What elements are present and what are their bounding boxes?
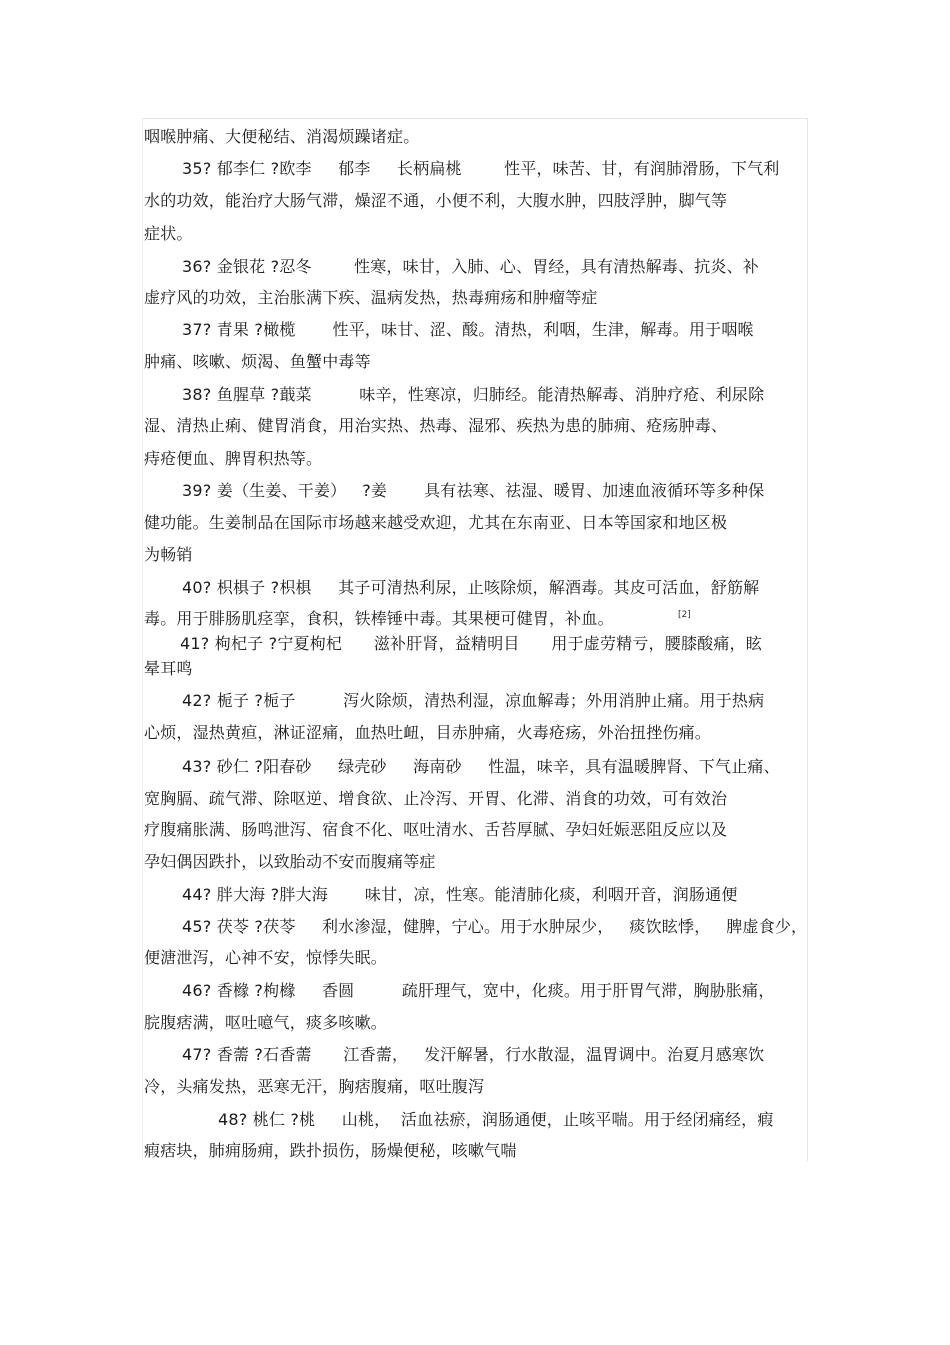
text-line: 症状。	[144, 224, 193, 243]
text-line: 水的功效，能治疗大肠气滞，燥涩不通，小便不利，大腹水肿，四肢浮肿，脚气等	[144, 191, 728, 210]
text-line: 肿痛、咳嗽、烦渴、鱼蟹中毒等	[144, 352, 371, 371]
text-line: 瘕痞块，肺痈肠痈，跌扑损伤，肠燥便秘，咳嗽气喘	[144, 1141, 517, 1160]
text-line: 毒。用于腓肠肌痉挛，食积，铁棒锤中毒。其果梗可健胃，补血。	[144, 609, 614, 628]
text-line: 脘腹痞满，呕吐噫气，痰多咳嗽。	[144, 1013, 388, 1032]
entry-35-heading-line: 35? 郁李仁 ?欧李 郁李 长柄扁桃 性平，味苦、甘，有润肺滑肠，下气利	[182, 159, 780, 178]
entry-37-heading-line: 37? 青果 ?橄榄 性平，味甘、涩、酸。清热，利咽，生津，解毒。用于咽喉	[182, 320, 754, 339]
text-line: 便溏泄泻，心神不安，惊悸失眠。	[144, 948, 388, 967]
text-line: 宽胸膈、疏气滞、除呕逆、增食欲、止冷泻、开胃、化滞、消食的功效，可有效治	[144, 789, 728, 808]
text-line: 心烦，湿热黄疸，淋证涩痛，血热吐衄，目赤肿痛，火毒疮疡，外治扭挫伤痛。	[144, 723, 712, 742]
text-line: 咽喉肿痛、大便秘结、消渴烦躁诸症。	[144, 127, 420, 146]
entry-44-heading-line: 44? 胖大海 ?胖大海 味甘，凉，性寒。能清肺化痰，利咽开音，润肠通便	[182, 885, 738, 904]
text-line: 痔疮便血、脾胃积热等。	[144, 449, 323, 468]
entry-39-heading-line: 39? 姜（生姜、干姜） ?姜 具有祛寒、祛湿、暖胃、加速血液循环等多种保	[182, 481, 765, 500]
text-line: 疗腹痛胀满、肠鸣泄泻、宿食不化、呕吐清水、舌苔厚腻、孕妇妊娠恶阻反应以及	[144, 820, 728, 839]
entry-46-heading-line: 46? 香橼 ?枸橼 香圆 疏肝理气，宽中，化痰。用于肝胃气滞，胸胁胀痛，	[182, 981, 775, 1000]
text-line: 健功能。生姜制品在国际市场越来越受欢迎，尤其在东南亚、日本等国家和地区极	[144, 513, 728, 532]
entry-45-heading-line: 45? 茯苓 ?茯苓 利水渗湿，健脾，宁心。用于水肿尿少， 痰饮眩悸， 脾虚食少，	[182, 917, 808, 936]
entry-43-heading-line: 43? 砂仁 ?阳春砂 绿壳砂 海南砂 性温，味辛，具有温暖脾肾、下气止痛、	[182, 757, 780, 776]
text-line: 冷，头痛发热，恶寒无汗，胸痞腹痛，呕吐腹泻	[144, 1077, 485, 1096]
entry-38-heading-line: 38? 鱼腥草 ?蕺菜 味辛，性寒凉，归肺经。能清热解毒、消肿疗疮、利尿除	[182, 385, 765, 404]
text-line: 湿、清热止痢、健胃消食，用治实热、热毒、湿邪、疾热为患的肺痈、疮疡肿毒、	[144, 416, 728, 435]
entry-40-heading-line: 40? 枳椇子 ?枳椇 其子可清热利尿，止咳除烦，解酒毒。其皮可活血，舒筋解	[182, 578, 760, 597]
text-line: 为畅销	[144, 545, 193, 564]
entry-41-heading-line: 41? 枸杞子 ?宁夏枸杞 滋补肝肾，益精明目 用于虚劳精亏，腰膝酸痛，眩	[180, 634, 762, 653]
entry-42-heading-line: 42? 栀子 ?栀子 泻火除烦，清热利湿，凉血解毒；外用消肿止痛。用于热病	[182, 691, 765, 710]
text-line: 虚疗风的功效，主治胀满下疾、温病发热，热毒痈疡和肿瘤等症	[144, 288, 598, 307]
footnote-marker: [2]	[678, 610, 691, 620]
entry-47-heading-line: 47? 香薷 ?石香薷 江香薷， 发汗解暑，行水散湿，温胃调中。治夏月感寒饮	[182, 1045, 765, 1064]
entry-36-heading-line: 36? 金银花 ?忍冬 性寒，味甘，入肺、心、胃经，具有清热解毒、抗炎、补	[182, 257, 760, 276]
entry-48-heading-line: 48? 桃仁 ?桃 山桃， 活血祛瘀，润肠通便，止咳平喘。用于经闭痛经，瘕	[218, 1110, 774, 1129]
text-line: 晕耳鸣	[144, 659, 193, 678]
text-line: 孕妇偶因跌扑，以致胎动不安而腹痛等症	[144, 852, 436, 871]
